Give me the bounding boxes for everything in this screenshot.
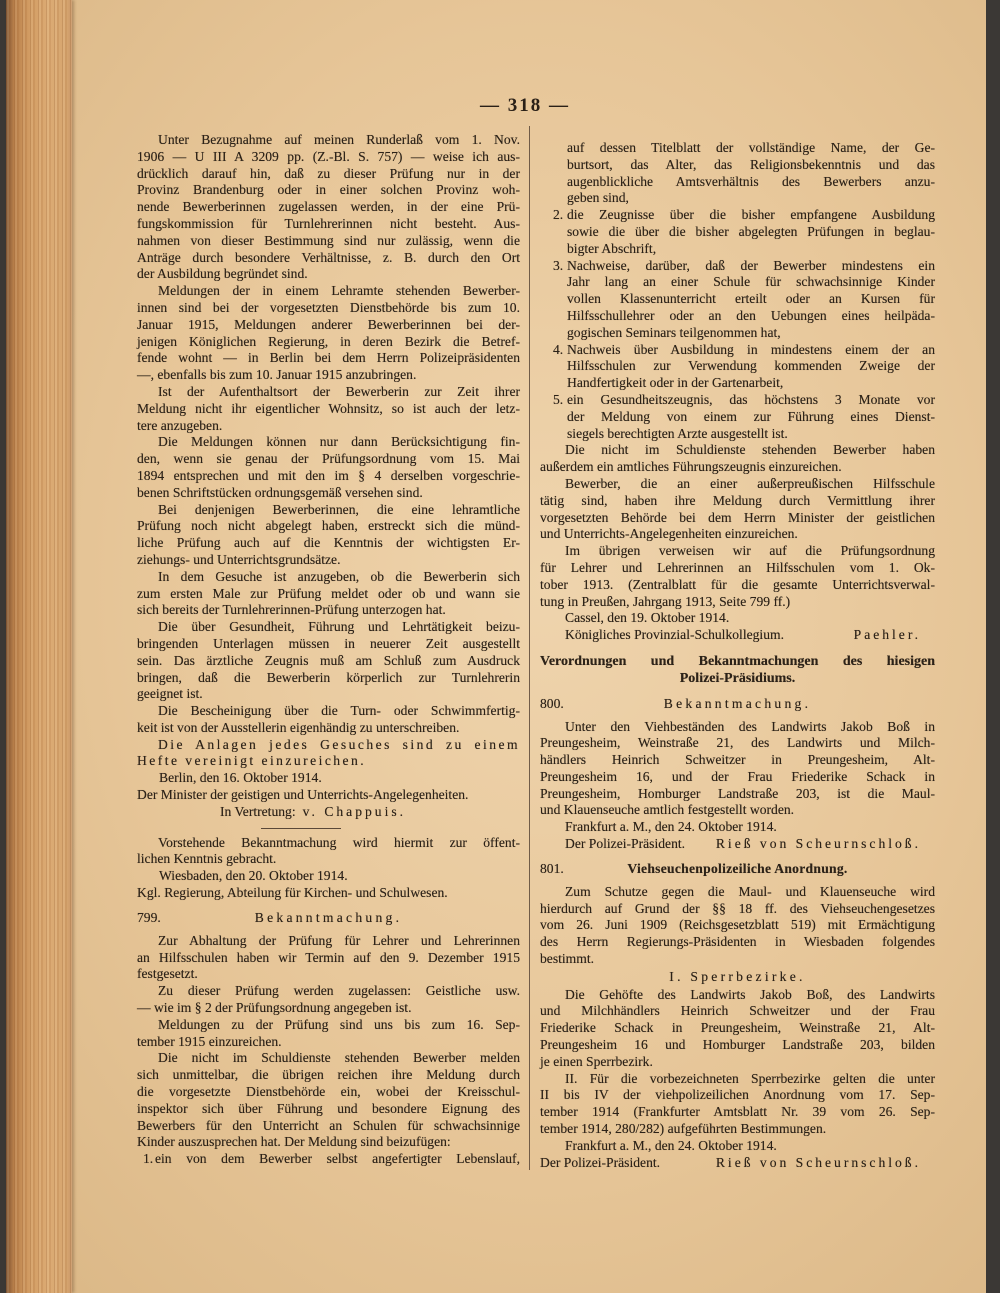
text-line — [540, 752, 935, 769]
notice-title: Viehseuchenpolizeiliche Anordnung. — [627, 860, 848, 876]
line-text: II bis IV der viehpolizeilichen Anordnung vom 17. Sep- — [540, 1087, 935, 1103]
line-text: außerdem ein amtliches Führungszeugnis einzureichen. — [540, 459, 842, 475]
line-text: und Milchhändlers Heinrich Schweitzer und der Frau — [540, 1003, 935, 1019]
text-line — [567, 308, 935, 325]
signature-office: Der Polizei-Präsident. — [565, 836, 686, 852]
divider-rule — [137, 821, 520, 835]
text-line — [137, 950, 520, 967]
line-text: Hefte vereinigt einzureichen. — [137, 753, 367, 769]
text-line — [540, 442, 935, 459]
text-line — [567, 325, 935, 342]
line-text: Zum Schutze gegen die Maul- und Klauenseuche wird — [565, 883, 935, 899]
text-line — [540, 786, 935, 803]
item-number: 1. — [143, 1151, 154, 1167]
paragraph — [137, 1017, 520, 1051]
text-line — [143, 1151, 520, 1168]
text-line — [137, 182, 520, 199]
spaced-paragraph — [137, 737, 520, 771]
signature-office: In Vertretung: — [220, 803, 296, 819]
text-line — [137, 451, 520, 468]
list-item — [540, 140, 935, 207]
line-text: bringenden Unterlagen müssen in neuerer Zeit ausgestellt — [137, 635, 520, 651]
text-line — [567, 375, 935, 392]
text-line — [137, 199, 520, 216]
line-text: ein Gesundheitszeugnis, das höchstens 3 Monate vor — [567, 391, 935, 407]
line-text: je einen Sperrbezirk. — [540, 1053, 653, 1069]
text-line — [540, 951, 935, 968]
line-text: Unter Bezugnahme auf meinen Runderlaß vom 1. Nov. — [158, 132, 520, 147]
text-line — [137, 468, 520, 485]
dateline — [137, 868, 520, 885]
text-line — [137, 485, 520, 502]
authority-line — [137, 885, 520, 902]
line-text: ziehungs- und Unterrichtsgrundsätze. — [137, 551, 341, 567]
paragraph — [137, 1050, 520, 1151]
text-line — [540, 1071, 935, 1088]
dateline — [137, 770, 520, 787]
signature-line — [540, 627, 935, 644]
text-line — [137, 350, 520, 367]
text-line — [137, 367, 520, 384]
line-text: Jahr lang an einer Schule für schwachsinnige Kinder — [567, 274, 935, 290]
paragraph — [137, 384, 520, 434]
list-item — [540, 392, 935, 442]
text-line — [137, 1000, 520, 1017]
dateline — [540, 1138, 935, 1155]
line-text: Meldungen der in einem Lehramte stehenden Bewerber- — [158, 283, 520, 299]
line-text: festgesetzt. — [137, 966, 198, 982]
line-text: zum ersten Male zur Prüfung meldet oder ob und wann sie — [137, 585, 520, 601]
line-text: Kinder auszusprechen hat. Der Meldung sind beizufügen: — [137, 1134, 451, 1150]
line-text: Preungesheim 16, und der Frau Friederike Schack in — [540, 768, 935, 784]
text-line — [553, 257, 935, 275]
line-text: siegels berechtigten Arzte ausgestellt ist. — [567, 425, 788, 441]
paragraph — [540, 884, 935, 968]
text-line — [137, 619, 520, 636]
text-line — [137, 1101, 520, 1118]
line-text: vorgesetzten Behörde bei dem Herrn Minister der geistlichen — [540, 509, 935, 525]
text-line — [137, 737, 520, 754]
line-text: tober 1913. (Zentralblatt für die gesamte Unterrichtsverwal- — [540, 576, 935, 592]
line-text: inspektor sich über Führung und besondere Eignung des — [137, 1100, 520, 1116]
text-line — [553, 341, 935, 359]
text-line — [540, 1054, 935, 1071]
text-line — [137, 334, 520, 351]
text-line — [540, 934, 935, 951]
line-text: Zu dieser Prüfung werden zugelassen: Geistliche usw. — [158, 983, 520, 999]
text-line — [540, 1087, 935, 1104]
text-line — [137, 552, 520, 569]
line-text: sich unmittelbar, die übrigen reichen ihre Meldung durch — [137, 1067, 520, 1083]
line-text: Bewerbers für den Unterricht an Schulen für schwachsinnige — [137, 1117, 520, 1133]
line-text: geben sind, — [567, 190, 629, 206]
text-line — [540, 1020, 935, 1037]
line-text: 1906 — U III A 3209 pp. (Z.-Bl. S. 757) — weise ich aus- — [137, 148, 520, 164]
line-text: innen sind bei der vorgesetzten Dienstbehörde bis zum 10. — [137, 299, 520, 315]
text-line — [137, 1017, 520, 1034]
line-text: nende Bewerberinnen zugelassen werden, in der eine Prü- — [137, 199, 520, 215]
line-text: hierdurch auf Grund der §§ 18 ff. des Viehseuchengesetzes — [540, 900, 935, 916]
text-line — [540, 671, 935, 688]
line-text: In dem Gesuche ist anzugeben, ob die Bewerberin sich — [158, 568, 520, 584]
signature-name: v. Chappuis. — [302, 803, 407, 819]
paragraph — [137, 933, 520, 983]
line-text: — wie im § 2 der Prüfungsordnung angegeben ist. — [137, 1000, 412, 1016]
line-text: II. Für die vorbezeichneten Sperrbezirke gelten die unter — [565, 1070, 935, 1086]
line-text: Im übrigen verweisen wir auf die Prüfungsordnung — [565, 543, 935, 559]
notice-number: 799. — [137, 909, 161, 925]
line-text: augenblickliche Amtsverhältnis des Bewerbers anzu- — [567, 173, 935, 189]
page-number: — 318 — — [480, 95, 570, 116]
text-line — [540, 901, 935, 918]
line-text: den, wenn sie genau der Prüfungsordnung vom 15. Mai — [137, 451, 520, 467]
text-line — [137, 770, 520, 787]
line-text: Provinz Brandenburg oder in einer solchen Provinz woh- — [137, 182, 520, 198]
signature-row — [540, 627, 935, 644]
signature-row — [137, 804, 520, 821]
text-line — [137, 149, 520, 166]
line-text: Verordnungen und Bekanntmachungen des hiesigen — [540, 653, 935, 669]
notice-heading — [137, 905, 520, 931]
text-line — [137, 401, 520, 418]
item-number: 2. — [553, 207, 564, 223]
divider-line — [261, 828, 341, 829]
line-text: Friederike Schack in Preungesheim, Weinstraße 21, Alt- — [540, 1020, 935, 1036]
text-line — [137, 586, 520, 603]
signature-line — [540, 836, 935, 853]
notice-heading — [540, 856, 935, 882]
line-text: Preungesheim 16 und Homburger Landstraße 203, bilden — [540, 1037, 935, 1053]
line-text: der Meldung von einem zur Führung eines Dienst- — [567, 408, 935, 424]
text-line — [137, 1050, 520, 1067]
line-text: Meldung nicht ihr eigentlicher Wohnsitz, so ist auch der letz- — [137, 400, 520, 416]
line-text: sowie die über die bisher abgelegten Prüfungen in beglau- — [567, 223, 935, 239]
text-line — [540, 493, 935, 510]
line-text: Unter den Viehbeständen des Landwirts Jakob Boß in — [565, 718, 935, 734]
notice-title: Bekanntmachung. — [254, 909, 403, 925]
text-line — [540, 654, 935, 671]
text-line — [137, 216, 520, 233]
right-column — [540, 140, 935, 1171]
text-line — [540, 1121, 935, 1138]
text-line — [540, 987, 935, 1004]
paragraph — [540, 719, 935, 820]
line-text: sich bereits der Turnlehrerinnen-Prüfung unterzogen hat. — [137, 602, 446, 618]
line-text: die vorgesetzte Dienstbehörde ein, wobei der Kreisschul- — [137, 1084, 520, 1100]
line-text: fende wohnt — in Berlin bei dem Herrn Polizeipräsidenten — [137, 350, 520, 366]
notice-title: Bekanntmachung. — [663, 695, 812, 711]
left-column — [137, 132, 520, 1168]
text-line — [540, 802, 935, 819]
paragraph — [137, 835, 520, 869]
text-line — [137, 686, 520, 703]
paragraph — [540, 987, 935, 1071]
text-line — [137, 835, 520, 852]
authority-line — [137, 787, 520, 804]
line-text: Polizei-Präsidiums. — [679, 670, 796, 686]
text-line — [137, 233, 520, 250]
section-heading — [540, 654, 935, 688]
text-line — [540, 1003, 935, 1020]
text-line — [540, 719, 935, 736]
line-text: —, ebenfalls bis zum 10. Januar 1915 anzubringen. — [137, 367, 417, 383]
line-text: des Herrn Regierungs-Präsidenten in Wiesbaden folgendes — [540, 934, 935, 950]
line-text: tung in Preußen, Jahrgang 1913, Seite 799 ff.) — [540, 593, 791, 609]
line-text: ein von dem Bewerber selbst angefertigter Lebenslauf, — [155, 1151, 520, 1167]
dateline — [540, 819, 935, 836]
text-line — [553, 391, 935, 409]
line-text: sein. Das ärztliche Zeugnis muß am Schluß zum Ausdruck — [137, 652, 520, 668]
line-text: tätig sind, haben ihre Meldung durch Vermittlung ihrer — [540, 492, 935, 508]
line-text: Ist der Aufenthaltsort der Bewerberin zur Zeit ihrer — [158, 383, 520, 399]
line-text: Zur Abhaltung der Prüfung für Lehrer und Lehrerinnen — [158, 932, 520, 948]
text-line — [540, 1138, 935, 1155]
line-text: Bewerber, die an einer außerpreußischen Hilfsschule — [565, 475, 935, 491]
text-line — [137, 851, 520, 868]
line-text: drücklich darauf hin, daß zu dieser Prüfung nur in der — [137, 165, 520, 181]
line-text: tember 1915 einzureichen. — [137, 1033, 282, 1049]
text-line — [567, 157, 935, 174]
signature-line — [137, 804, 520, 821]
line-text: benen Schriftstücken ordnungsgemäß versehen sind. — [137, 484, 423, 500]
line-text: Bei denjenigen Bewerberinnen, die eine lehramtliche — [158, 501, 520, 517]
paragraph — [137, 983, 520, 1017]
text-line — [540, 969, 935, 986]
dateline — [540, 610, 935, 627]
line-text: Prüfung noch nicht abgelegt haben, erstreckt sich die münd- — [137, 518, 520, 534]
line-text: Januar 1915, Meldungen anderer Bewerberinnen bei der- — [137, 316, 520, 332]
text-line — [540, 560, 935, 577]
line-text: fungskommission für Turnlehrerinnen nicht besteht. Aus- — [137, 215, 520, 231]
list-item — [540, 342, 935, 392]
paragraph — [137, 434, 520, 501]
notice-number: 801. — [540, 860, 564, 876]
line-text: Die Gehöfte des Landwirts Jakob Boß, des Landwirts — [565, 986, 935, 1002]
text-line — [137, 653, 520, 670]
paragraph — [137, 703, 520, 737]
text-line — [567, 426, 935, 443]
list-item — [540, 258, 935, 342]
text-line — [137, 166, 520, 183]
line-text: Frankfurt a. M., den 24. Oktober 1914. — [565, 819, 777, 835]
item-number: 5. — [553, 391, 564, 407]
line-text: für Lehrer und Lehrerinnen an Hilfsschulen vom 1. Ok- — [540, 559, 935, 575]
text-line — [540, 594, 935, 611]
line-text: an Hilfsschulen haben wir Termin auf den 9. Dezember 1915 — [137, 949, 520, 965]
text-line — [137, 300, 520, 317]
text-line — [567, 174, 935, 191]
text-line — [540, 1037, 935, 1054]
line-text: Der Minister der geistigen und Unterrichts-Angelegenheiten. — [137, 787, 469, 803]
text-line — [137, 703, 520, 720]
list-item — [137, 1151, 520, 1168]
paragraph — [137, 569, 520, 619]
line-text: der Ausbildung begründet sind. — [137, 266, 308, 282]
text-line — [137, 670, 520, 687]
line-text: Die Meldungen können nur dann Berücksichtigung fin- — [158, 434, 520, 450]
line-text: Nachweis über Ausbildung in mindestens einem der an — [567, 341, 935, 357]
text-line — [540, 526, 935, 543]
paragraph — [540, 1071, 935, 1138]
line-text: bigter Abschrift, — [567, 240, 657, 256]
line-text: lichen Kenntnis gebracht. — [137, 851, 277, 867]
text-line — [137, 868, 520, 885]
line-text: tember 1914, 280/282) aufgeführten Bestimmungen. — [540, 1121, 827, 1137]
line-text: die Zeugnisse über die bisher empfangene Ausbildung — [567, 207, 935, 223]
line-text: Cassel, den 19. Oktober 1914. — [565, 610, 730, 626]
text-line — [540, 476, 935, 493]
line-text: Frankfurt a. M., den 24. Oktober 1914. — [565, 1137, 777, 1153]
line-text: Berlin, den 16. Oktober 1914. — [159, 770, 322, 786]
subheading — [540, 969, 935, 986]
line-text: händlers Heinrich Schweitzer in Preungesheim, Alt- — [540, 752, 935, 768]
notice-number: 800. — [540, 695, 564, 711]
item-number: 3. — [553, 257, 564, 273]
line-text: bringen, daß die Bewerberin körperlich zur Turnlehrerin — [137, 669, 520, 685]
line-text: und Unterrichts-Angelegenheiten einzureichen. — [540, 526, 798, 542]
text-line — [540, 577, 935, 594]
paragraph — [540, 442, 935, 476]
notice-heading — [540, 691, 935, 717]
line-text: tere anzugeben. — [137, 417, 223, 433]
text-line — [540, 510, 935, 527]
text-line — [137, 250, 520, 267]
text-line — [137, 434, 520, 451]
text-line — [137, 569, 520, 586]
line-text: Hilfsschullehrer oder an den Uebungen eines heilpäda- — [567, 307, 935, 323]
line-text: Vorstehende Bekanntmachung wird hiermit zur öffent- — [158, 834, 520, 850]
line-text: Handfertigkeit oder in der Gartenarbeit, — [567, 375, 784, 391]
list-item — [540, 207, 935, 257]
text-line — [137, 1084, 520, 1101]
line-text: Nachweise, darüber, daß der Bewerber mindestens ein — [567, 257, 935, 273]
text-line — [553, 207, 935, 224]
text-line — [137, 283, 520, 300]
line-text: jenigen Königlichen Regierung, in deren Bezirk die Betref- — [137, 333, 520, 349]
paragraph — [137, 132, 520, 283]
text-line — [540, 769, 935, 786]
line-text: Die nicht im Schuldienste stehenden Bewerber haben — [565, 442, 935, 458]
signature-name: Paehler. — [853, 627, 921, 643]
line-text: burtsort, das Alter, das Religionsbekenntnis und das — [567, 156, 935, 172]
text-line — [137, 983, 520, 1000]
text-line — [137, 132, 520, 149]
line-text: bestimmt. — [540, 951, 594, 967]
text-line — [137, 933, 520, 950]
signature-line — [540, 1155, 935, 1172]
line-text: Die Anlagen jedes Gesuches sind zu einem — [158, 736, 520, 752]
line-text: geeignet ist. — [137, 686, 203, 702]
signature-office: Der Polizei-Präsident. — [540, 1154, 661, 1170]
text-line — [137, 384, 520, 401]
paragraph — [540, 476, 935, 543]
signature-name: Rieß von Scheurnschloß. — [715, 836, 921, 852]
line-text: keit ist von der Ausstellerin eigenhändig zu unterschreiben. — [137, 719, 460, 735]
signature-row — [540, 836, 935, 853]
line-text: liche Prüfung auch auf die Kenntnis der wichtigsten Er- — [137, 535, 520, 551]
text-line — [137, 418, 520, 435]
text-line — [137, 885, 520, 902]
line-text: I. Sperrbezirke. — [669, 968, 806, 984]
text-line — [540, 1104, 935, 1121]
text-line — [540, 735, 935, 752]
text-line — [567, 358, 935, 375]
text-line — [137, 787, 520, 804]
paragraph — [540, 543, 935, 610]
paragraph — [137, 283, 520, 384]
item-number: 4. — [553, 341, 564, 357]
line-text: tember 1914 (Frankfurter Amtsblatt Nr. 39 vom 26. Sep- — [540, 1104, 935, 1120]
text-line — [567, 140, 935, 157]
text-line — [540, 610, 935, 627]
text-line — [540, 543, 935, 560]
line-text: vollen Klassenunterricht erteilt oder an Kursen für — [567, 291, 935, 307]
paragraph — [137, 619, 520, 703]
page-stack-edge — [6, 0, 72, 1293]
line-text: Preungesheim, Homburger Landstraße 203, ist die Maul- — [540, 785, 935, 801]
text-line — [567, 274, 935, 291]
text-line — [137, 502, 520, 519]
text-line — [567, 291, 935, 308]
text-line — [137, 602, 520, 619]
text-line — [137, 535, 520, 552]
text-line — [540, 884, 935, 901]
text-line — [137, 266, 520, 283]
text-line — [137, 518, 520, 535]
line-text: 1894 entsprechen und mit den im § 4 derselben vorgeschrie- — [137, 467, 520, 483]
text-line — [137, 1067, 520, 1084]
line-text: Die über Gesundheit, Führung und Lehrtätigkeit beizu- — [158, 619, 520, 635]
text-line — [137, 317, 520, 334]
line-text: gogischen Seminars teilgenommen hat, — [567, 324, 781, 340]
line-text: Kgl. Regierung, Abteilung für Kirchen- und Schulwesen. — [137, 885, 448, 901]
line-text: und Klauenseuche amtlich festgestellt worden. — [540, 802, 795, 818]
line-text: auf dessen Titelblatt der vollständige Name, der Ge- — [567, 140, 935, 155]
text-line — [137, 753, 520, 770]
text-line — [137, 1034, 520, 1051]
text-line — [540, 459, 935, 476]
line-text: Die nicht im Schuldienste stehenden Bewerber melden — [158, 1050, 520, 1066]
line-text: Hilfsschulen zur Verwendung kommenden Zweige der — [567, 358, 935, 374]
text-line — [137, 720, 520, 737]
line-text: Die Bescheinigung über die Turn- oder Schwimmfertig- — [158, 703, 520, 719]
text-line — [540, 819, 935, 836]
signature-row — [540, 1155, 935, 1172]
signature-name: Rieß von Scheurnschloß. — [715, 1154, 921, 1170]
paragraph — [137, 502, 520, 569]
text-line — [567, 190, 935, 207]
line-text: nahmen von dieser Bestimmung sind nur zulässig, wenn die — [137, 232, 520, 248]
column-divider — [529, 126, 530, 1170]
text-line — [567, 224, 935, 241]
line-text: Preungesheim, Weinstraße 21, des Landwirts und Milch- — [540, 735, 935, 751]
line-text: Anträge durch besondere Verhältnisse, z. B. durch den Ort — [137, 249, 520, 265]
text-line — [540, 917, 935, 934]
text-line — [137, 1118, 520, 1135]
line-text: vom 26. Juni 1909 (Reichsgesetzblatt 519) mit Ermächtigung — [540, 917, 935, 933]
signature-office: Königliches Provinzial-Schulkollegium. — [565, 627, 784, 643]
line-text: Meldungen zu der Prüfung sind uns bis zum 16. Sep- — [158, 1016, 520, 1032]
line-text: Wiesbaden, den 20. Oktober 1914. — [159, 868, 348, 884]
text-line — [137, 966, 520, 983]
text-line — [567, 409, 935, 426]
text-line — [137, 636, 520, 653]
text-line — [137, 1134, 520, 1151]
text-line — [567, 241, 935, 258]
